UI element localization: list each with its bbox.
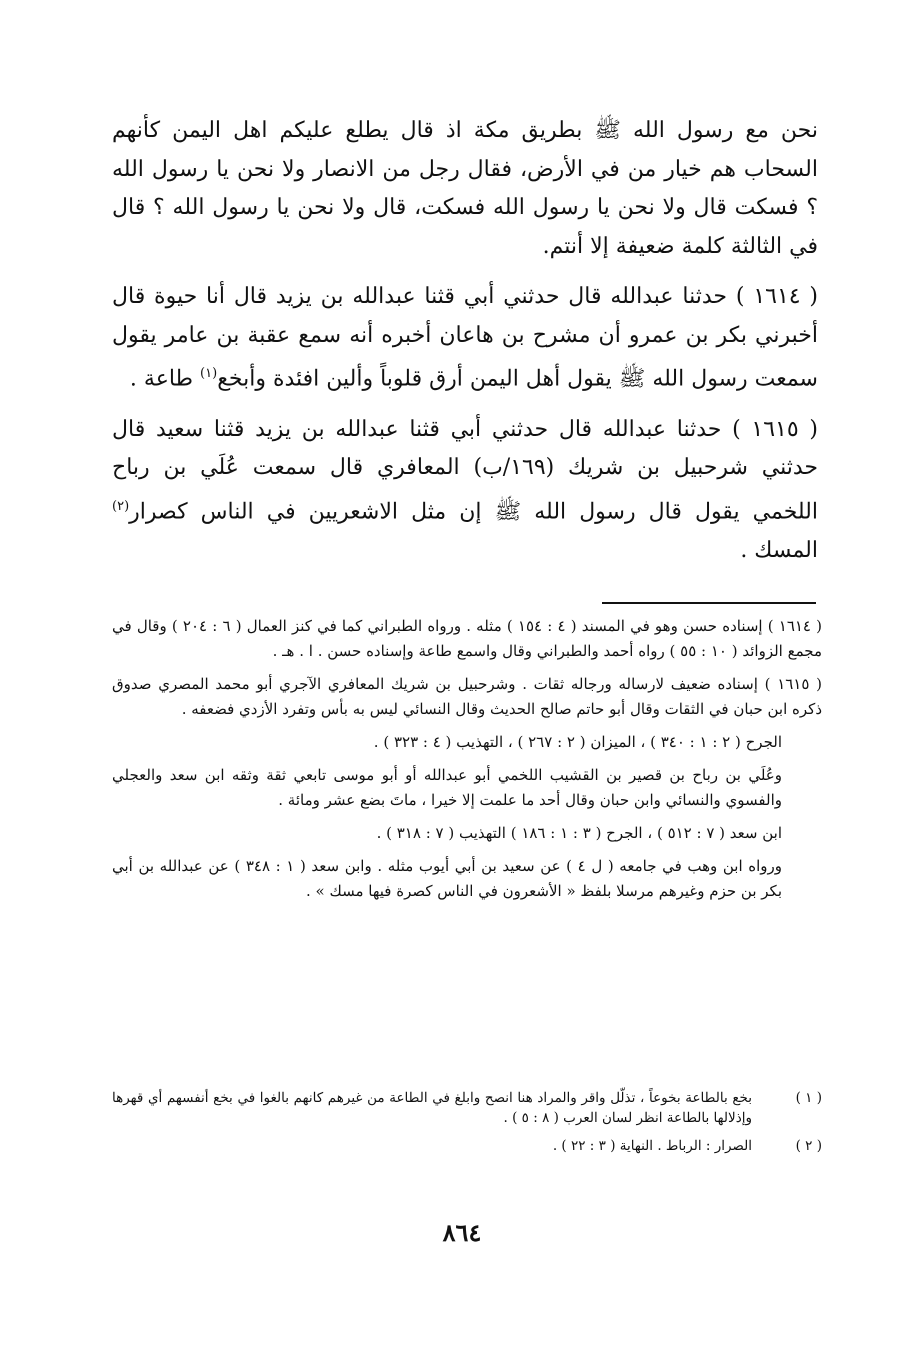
footnote-2 [112,1136,822,1156]
commentary-1615: ( ١٦١٥ ) إسناده ضعيف لارساله ورجاله ثقات . وشرحبيل بن شريك المعافري الآجري أبو محمد المصري صدوق ذكره ابن حبان في الثقات وقال أبو حاتم صالح الحديث وقال النسائي ليس به بأس وتفرد الأزدي فضعفه . [112,675,822,718]
footnote-marker: (٢) [112,498,130,514]
reference-line: ابن سعد ( ٧ : ٥١٢ ) ، الجرح ( ٣ : ١ : ١٨٦ ) التهذيب ( ٧ : ٣١٨ ) . [376,824,782,842]
hadith-paragraph-1615 [112,411,818,570]
page-number: ٨٦٤ [442,1218,482,1247]
reference-line: الجرح ( ٢ : ١ : ٣٤٠ ) ، الميزان ( ٢ : ٢٦٧ ) ، التهذيب ( ٤ : ٣٢٣ ) . [373,733,782,751]
footnote-text: الصرار : الرباط . النهاية ( ٣ : ٢٢ ) . [552,1138,752,1154]
footnote-divider [602,602,816,604]
hadith-paragraph-1614 [112,278,818,399]
narration-note: ورواه ابن وهب في جامعه ( ل ٤ ) عن سعيد بن أبي أيوب مثله . وابن سعد ( ١ : ٣٤٨ ) عن عبدالله بن أبي بكر بن حزم وغيرهم مرسلا بلفظ « الأشعرون في الناس كصرة فيها مسك » . [112,857,782,900]
hadith-text-end: المسك . [740,537,818,563]
commentary-1614: ( ١٦١٤ ) إسناده حسن وهو في المسند ( ٤ : ١٥٤ ) مثله . ورواه الطبراني كما في كنز العمال ( ٦ : ٢٠٤ ) وقال في مجمع الزوائد ( ١٠ : ٥٥ ) رواه أحمد والطبراني وقال واسمع طاعة وإسناده حسن . ا . هـ . [112,617,823,660]
footnotes [112,1088,822,1164]
footnote-text: بخع بالطاعة بخوعاً ، تذلّل واقر والمراد هنا انصح وابلغ في الطاعة من غيرهم كانهم بالغوا في بخع أنفسهم أي قهرها وإذلالها بالطاعة انظر لسان العرب ( ٨ : ٥ ) . [112,1090,752,1126]
hadith-text-end: طاعة . [129,366,194,392]
footnote-number: ( ٢ ) [795,1138,822,1154]
hadith-text: ( ١٦١٥ ) حدثنا عبدالله قال حدثني أبي قثنا عبدالله بن يزيد قثنا سعيد قال حدثني شرحبيل بن شريك (١٦٩/ب) المعافري قال سمعت عُلَي بن رباح اللخمي يقول قال رسول الله ﷺ إن مثل الاشعريين في الناس كصرار [112,416,819,525]
commentary-section [112,614,822,912]
hadith-text: ( ١٦١٤ ) حدثنا عبدالله قال حدثني أبي قثنا عبدالله بن يزيد قال أنا حيوة قال أخبرني بكر بن عمرو أن مشرح بن هاعان أخبره أنه سمع عقبة بن عامر يقول سمعت رسول الله ﷺ يقول أهل اليمن أرق قلوباً وألين افئدة وأبخع [112,284,819,392]
hadith-paragraph: نحن مع رسول الله ﷺ بطريق مكة اذ قال يطلع عليكم اهل اليمن كأنهم السحاب هم خيار من في الأرض، فقال رجل من الانصار ولا نحن يا رسول الله ؟ فسكت قال ولا نحن يا رسول الله فسكت، قال ولا نحن يا رسول الله ؟ قال في الثالثة كلمة ضعيفة إلا أنتم. [112,118,818,259]
footnote-1 [112,1088,822,1128]
narrator-note: وعُلَي بن رباح بن قصير بن القشيب اللخمي أبو عبدالله أو أبو موسى تابعي ثقة وثقه ابن سعد والعجلي والفسوي والنسائي وابن حبان وقال أحد ما علمت إلا خيرا ، ماتَ بضع عشر ومائة . [112,766,782,809]
footnote-number: ( ١ ) [795,1090,822,1106]
footnote-marker: (١) [200,366,218,381]
main-text [112,112,818,582]
